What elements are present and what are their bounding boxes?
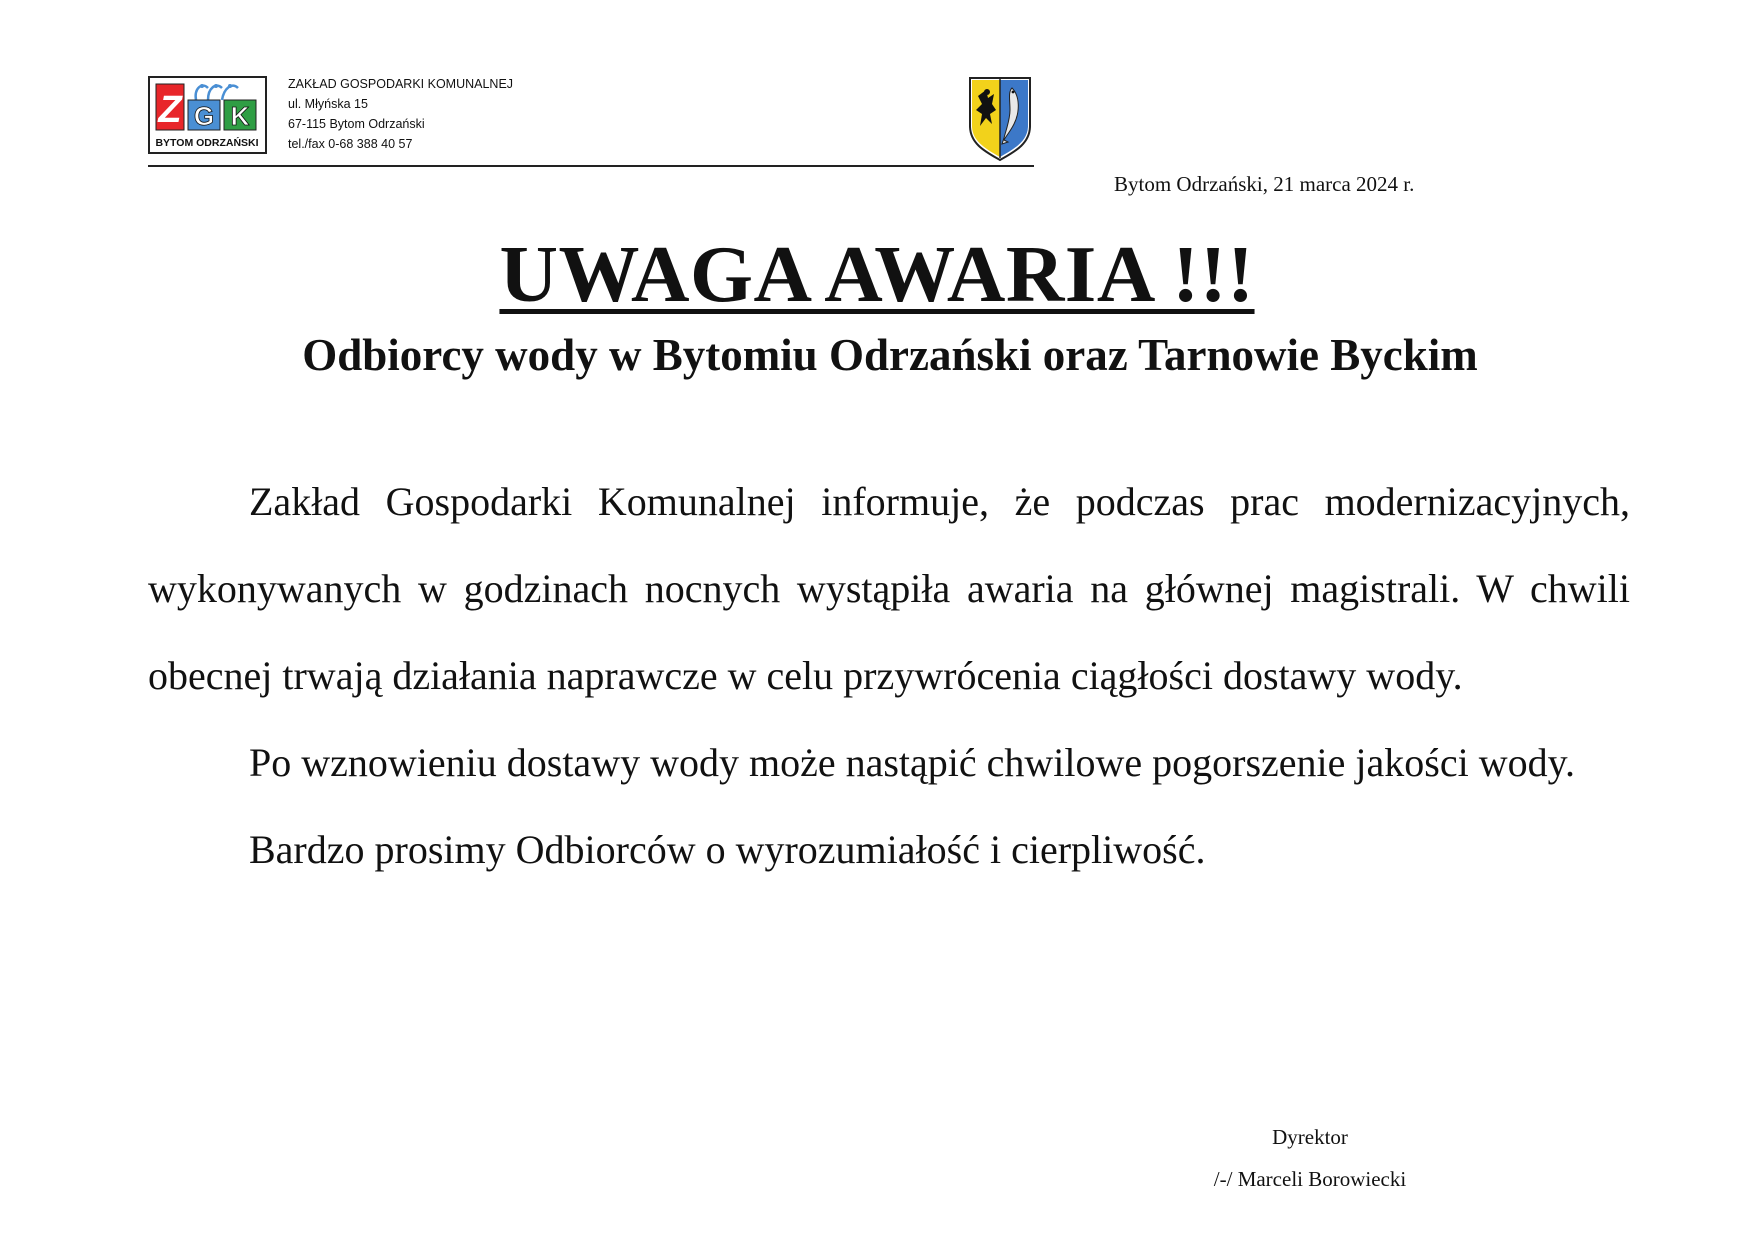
company-phone: tel./fax 0-68 388 40 57 <box>288 137 413 151</box>
announcement-subtitle: Odbiorcy wody w Bytomiu Odrzański oraz Tarnowie Byckim <box>302 330 1478 380</box>
zgk-logo-graphic <box>150 78 265 152</box>
paragraph-water-quality: Po wznowieniu dostawy wody może nastąpić chwilowe pogorszenie jakości wody. <box>249 740 1575 785</box>
svg-text:K: K <box>230 101 250 131</box>
signature-block <box>1170 1116 1450 1200</box>
header-divider <box>148 165 1034 167</box>
zgk-logo <box>148 76 267 154</box>
announcement-body <box>148 458 1630 893</box>
announcement-title-text: UWAGA AWARIA !!! <box>499 229 1255 319</box>
company-city: 67-115 Bytom Odrzański <box>288 117 425 131</box>
svg-text:G: G <box>193 101 215 131</box>
letterhead <box>148 74 1034 168</box>
announcement-title <box>0 226 1754 322</box>
signature-role: Dyrektor <box>1272 1125 1348 1149</box>
company-address <box>288 74 513 154</box>
signature-name: /-/ Marceli Borowiecki <box>1213 1167 1407 1191</box>
document-date: Bytom Odrzański, 21 marca 2024 r. <box>1114 172 1415 196</box>
company-street: ul. Młyńska 15 <box>288 97 368 111</box>
logo-caption: BYTOM ODRZAŃSKI <box>155 137 259 149</box>
svg-text:Z: Z <box>158 89 182 131</box>
paragraph-apology: Bardzo prosimy Odbiorców o wyrozumiałość i cierpliwość. <box>249 827 1206 872</box>
company-name: ZAKŁAD GOSPODARKI KOMUNALNEJ <box>288 77 514 91</box>
coat-of-arms-icon <box>966 74 1034 162</box>
paragraph-failure-info: Zakład Gospodarki Komunalnej informuje, że podczas prac modernizacyjnych, wykonywanych w godzinach nocnych wystąpiła awaria na głównej magistrali. W chwili obecnej trwają działania naprawcze w celu przywrócenia ciągłości dostawy wody. <box>148 479 1630 698</box>
